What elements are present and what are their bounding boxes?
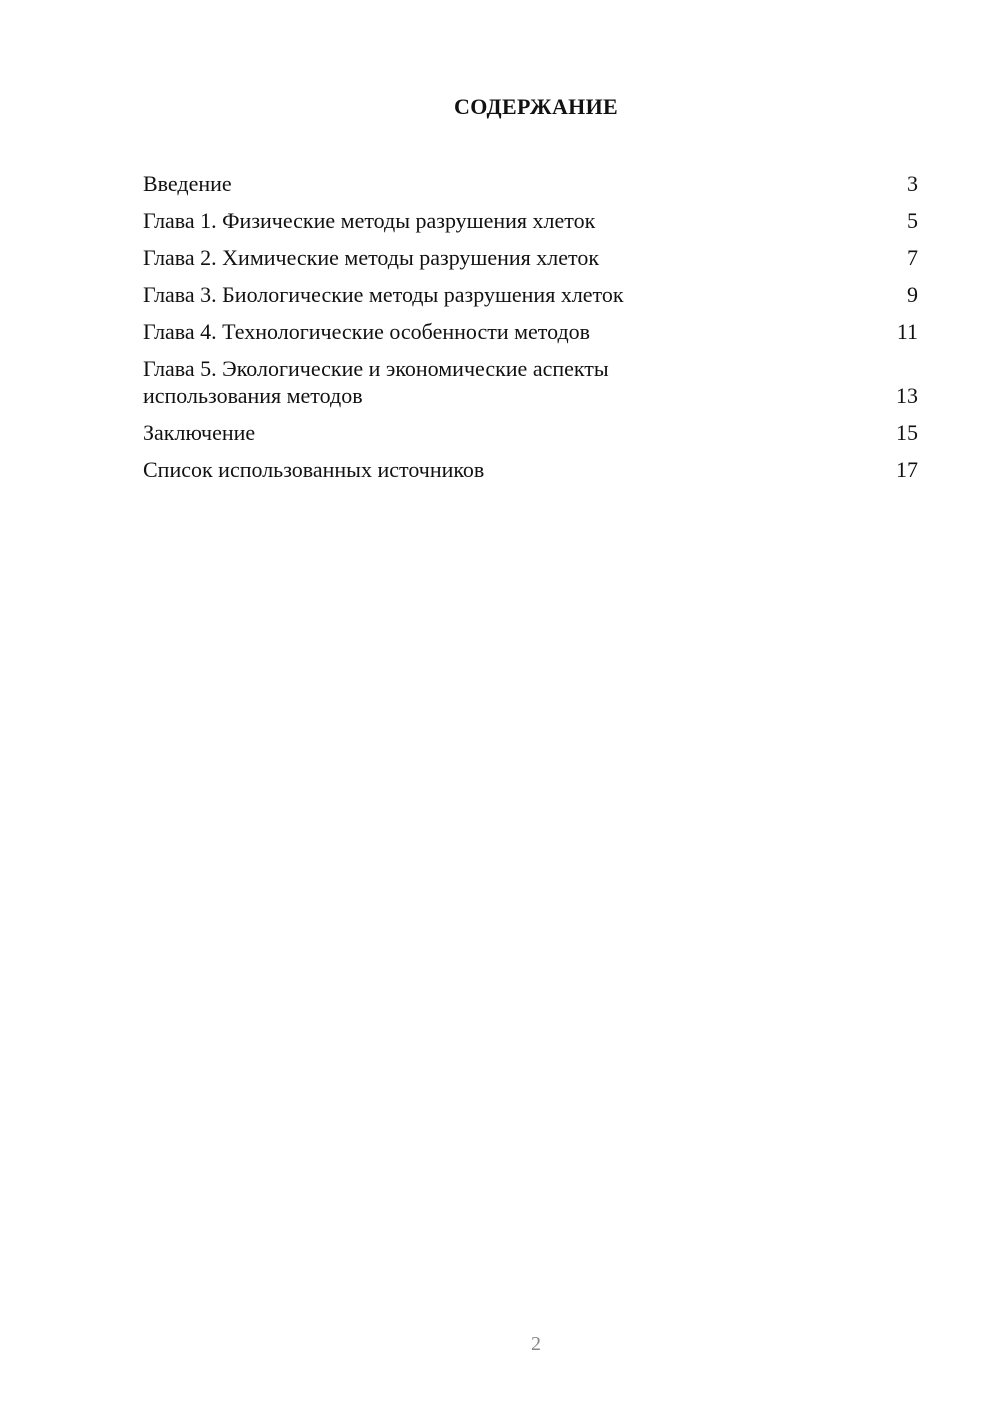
table-of-contents <box>143 170 918 493</box>
toc-entry-page: 7 <box>907 245 918 270</box>
toc-entry-page: 13 <box>896 383 918 408</box>
toc-entry-label: Глава 2. Химические методы разрушения хлеток <box>143 245 600 270</box>
toc-entry-page: 11 <box>896 319 918 344</box>
toc-entry-page: 17 <box>896 457 918 482</box>
toc-entry-label: Глава 4. Технологические особенности методов <box>143 319 591 344</box>
toc-entry <box>143 355 918 409</box>
toc-entry <box>143 281 918 308</box>
toc-entry-page: 15 <box>896 420 918 445</box>
toc-entry <box>143 318 918 345</box>
toc-entry-label: Список использованных источников <box>143 457 485 482</box>
toc-entry-page: 5 <box>907 208 918 233</box>
toc-entry <box>143 170 918 197</box>
toc-entry <box>143 207 918 234</box>
page-number: 2 <box>531 1333 541 1355</box>
toc-entry-label: Заключение <box>143 420 256 445</box>
page-title: СОДЕРЖАНИЕ <box>454 94 618 119</box>
toc-entry-label: Глава 1. Физические методы разрушения хлеток <box>143 208 596 233</box>
toc-entry <box>143 244 918 271</box>
toc-entry-label: Глава 3. Биологические методы разрушения хлеток <box>143 282 624 307</box>
toc-entry-label: Введение <box>143 171 232 196</box>
toc-entry-page: 3 <box>907 171 918 196</box>
toc-entry <box>143 456 918 483</box>
toc-entry-page: 9 <box>907 282 918 307</box>
toc-entry <box>143 419 918 446</box>
toc-entry-label: Глава 5. Экологические и экономические аспекты использования методов <box>143 356 609 408</box>
